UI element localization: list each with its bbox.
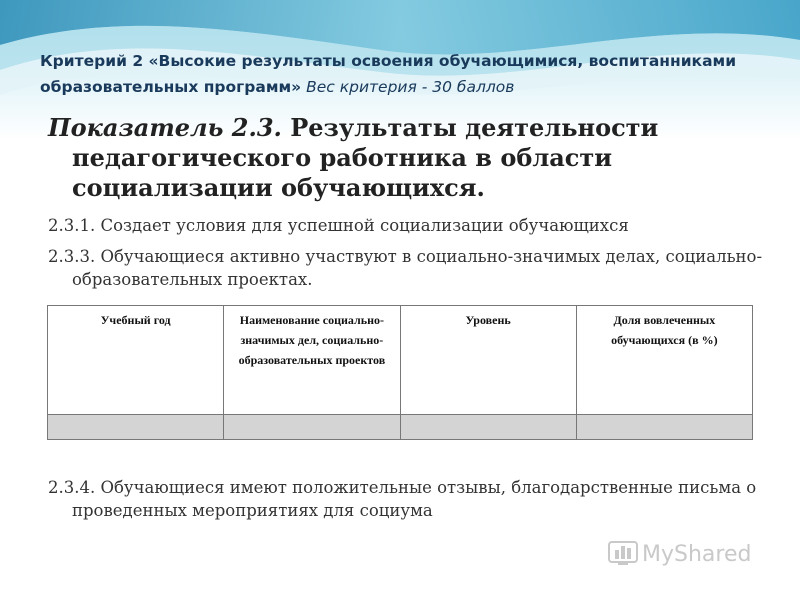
header-academic-year: Учебный год [48,306,224,415]
header-share-involved: Доля вовлеченных обучающихся (в %) [576,306,752,415]
criterion-name: Критерий 2 «Высокие результаты освоения обучающимися, воспитанниками образовательных программ» [40,52,737,96]
myshared-logo [608,536,751,572]
item-2-3-1: 2.3.1. Создает условия для успешной социализации обучающихся [48,216,629,235]
item-2-3-3: 2.3.3. Обучающиеся активно участвуют в социально-значимых делах, социально-образовательных проектах. [48,247,763,289]
header-level: Уровень [400,306,576,415]
indicator-heading [48,113,712,203]
watermark-text: MyShared [642,541,752,567]
item-2-3-4: 2.3.4. Обучающиеся имеют положительные отзывы, благодарственные письма о проведенных мероприятиях для социума [48,478,757,520]
indicator-label: Показатель 2.3. [48,113,282,142]
table-cell [400,415,576,440]
indicator-title-text: Результаты деятельности педагогического работника в области социализации обучающихся. [72,113,659,202]
header-activity-name: Наименование социально-значимых дел, социально-образовательных проектов [224,306,400,415]
table-row [48,415,753,440]
activities-table [47,305,753,440]
table-cell [48,415,224,440]
criterion-weight: Вес критерия - 30 баллов [306,78,515,96]
table-header-row [48,306,753,415]
criterion-title [40,48,780,100]
table-cell [576,415,752,440]
table-cell [224,415,400,440]
bar-chart-icon [608,536,642,572]
